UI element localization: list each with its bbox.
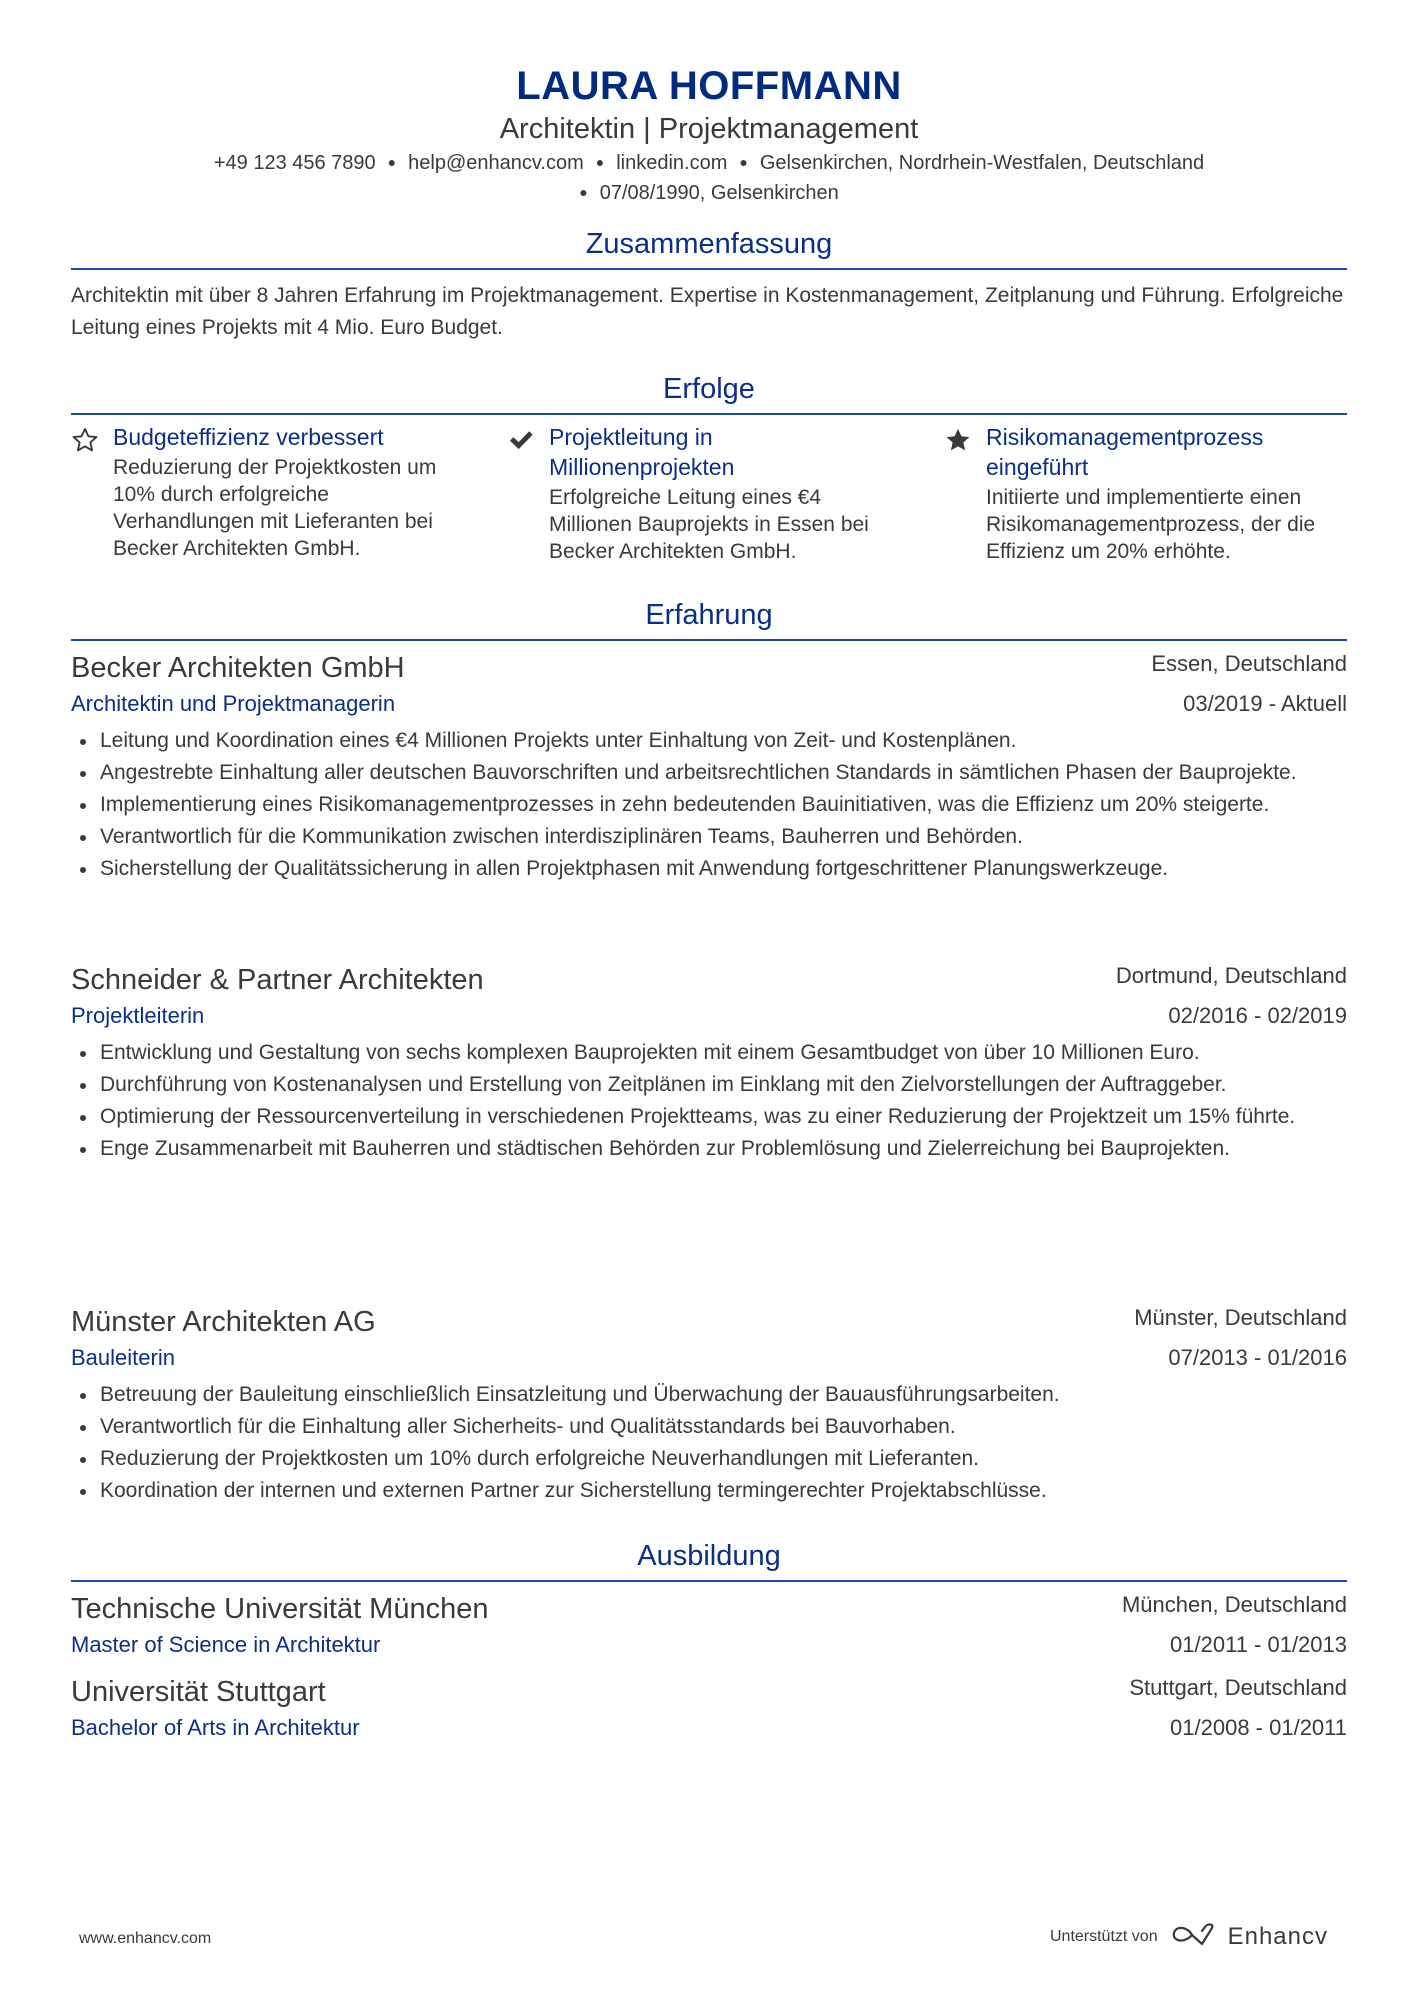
section-divider [71, 268, 1347, 270]
education-entry [71, 1590, 1347, 1662]
bullet-item: Koordination der internen und externen Partner zur Sicherstellung termingerechter Projektabschlüsse. [71, 1475, 1347, 1507]
achievement-title: Projektleitung in Millionenprojekten [549, 424, 735, 480]
education-entry [71, 1673, 1347, 1745]
achievement-title: Risikomanagementprozess eingeführt [986, 424, 1264, 480]
achievement-item [507, 422, 927, 565]
job-title: Projektleiterin [71, 1003, 205, 1028]
bullet-list [71, 1037, 1347, 1165]
job-dates: 02/2016 - 02/2019 [1168, 1003, 1347, 1028]
job-title: Architektin und Projektmanagerin [71, 691, 396, 716]
company-name: Münster Architekten AG [71, 1306, 376, 1338]
candidate-headline: Architektin | Projektmanagement [499, 113, 919, 145]
job-location: Essen, Deutschland [1151, 651, 1347, 676]
bullet-item: Reduzierung der Projektkosten um 10% durch erfolgreiche Neuverhandlungen mit Lieferanten. [71, 1443, 1347, 1475]
bullet-item: Betreuung der Bauleitung einschließlich Einsatzleitung und Überwachung der Bauausführungsarbeiten. [71, 1379, 1347, 1411]
bullet-item: Entwicklung und Gestaltung von sechs komplexen Bauprojekten mit einem Gesamtbudget von über 10 Millionen Euro. [71, 1037, 1347, 1069]
separator-dot: ● [595, 154, 605, 170]
bullet-item: Sicherstellung der Qualitätssicherung in allen Projektphasen mit Anwendung fortgeschrittener Planungswerkzeuge. [71, 853, 1347, 885]
section-title-achievements: Erfolge [663, 373, 755, 405]
job-location: Dortmund, Deutschland [1115, 963, 1347, 988]
star-outline-icon [71, 426, 99, 454]
separator-dot: ● [739, 154, 748, 170]
footer-branding[interactable] [1050, 1922, 1328, 1952]
achievement-description: Erfolgreiche Leitung eines €4 Millionen Bauprojekts in Essen bei Becker Architekten GmbH. [549, 486, 869, 563]
school-location: Stuttgart, Deutschland [1129, 1675, 1347, 1700]
bullet-list [71, 1379, 1347, 1507]
job-location: Münster, Deutschland [1134, 1305, 1347, 1330]
bullet-item: Angestrebte Einhaltung aller deutschen Bauvorschriften und arbeitsrechtlichen Standards in sämtlichen Phasen der Bauprojekte. [71, 757, 1347, 789]
enhancv-logo-icon [1170, 1922, 1216, 1953]
phone: +49 123 456 7890 [213, 152, 376, 174]
birth-info: 07/08/1990, Gelsenkirchen [599, 182, 839, 204]
bullet-item: Verantwortlich für die Kommunikation zwischen interdisziplinären Teams, Bauherren und Behörden. [71, 821, 1347, 853]
school-name: Technische Universität München [71, 1593, 489, 1625]
brand-name: Enhancv [1227, 1923, 1328, 1950]
job-title: Bauleiterin [71, 1345, 175, 1370]
achievement-description: Reduzierung der Projektkosten um 10% durch erfolgreiche Verhandlungen mit Lieferanten bei Becker Architekten GmbH. [113, 456, 437, 560]
job-dates: 03/2019 - Aktuell [1183, 691, 1347, 716]
achievement-item [944, 422, 1364, 565]
summary-text: Architektin mit über 8 Jahren Erfahrung im Projektmanagement. Expertise in Kostenmanagement, Zeitplanung und Führung. Erfolgreiche Leitung eines Projekts mit 4 Mio. Euro Budget. [71, 284, 1344, 339]
email-link[interactable]: help@enhancv.com [408, 152, 584, 174]
section-divider [71, 413, 1347, 415]
linkedin-link[interactable]: linkedin.com [616, 152, 728, 174]
bullet-item: Durchführung von Kostenanalysen und Erstellung von Zeitplänen im Einklang mit den Zielvorstellungen der Auftraggeber. [71, 1069, 1347, 1101]
school-location: München, Deutschland [1121, 1592, 1347, 1617]
school-name: Universität Stuttgart [71, 1676, 326, 1708]
experience-entry [71, 1303, 1347, 1507]
achievement-title: Budgeteffizienz verbessert [113, 424, 384, 450]
bullet-list [71, 725, 1347, 885]
achievement-item [71, 422, 491, 562]
checkmark-icon [507, 426, 535, 454]
achievement-description: Initiierte und implementierte einen Risikomanagementprozess, der die Effizienz um 20% erhöhte. [986, 486, 1316, 563]
contact-info [71, 148, 1347, 207]
bullet-item: Implementierung eines Risikomanagementprozesses in zehn bedeutenden Bauinitiativen, was die Effizienz um 20% steigerte. [71, 789, 1347, 821]
education-dates: 01/2008 - 01/2011 [1170, 1715, 1347, 1740]
degree: Master of Science in Architektur [71, 1632, 381, 1657]
bullet-item: Optimierung der Ressourcenverteilung in verschiedenen Projektteams, was zu einer Reduzierung der Projektzeit um 15% führte. [71, 1101, 1347, 1133]
bullet-item: Verantwortlich für die Einhaltung aller Sicherheits- und Qualitätsstandards bei Bauvorhaben. [71, 1411, 1347, 1443]
separator-dot: ● [387, 154, 397, 170]
degree: Bachelor of Arts in Architektur [71, 1715, 360, 1740]
experience-entry [71, 649, 1347, 885]
footer-website-link[interactable]: www.enhancv.com [79, 1930, 212, 1947]
candidate-name: LAURA HOFFMANN [516, 64, 902, 108]
powered-by-label: Unterstützt von [1049, 1928, 1158, 1945]
section-divider [71, 1580, 1347, 1582]
section-title-experience: Erfahrung [645, 599, 773, 631]
section-divider [71, 639, 1347, 641]
bullet-item: Leitung und Koordination eines €4 Millionen Projekts unter Einhaltung von Zeit- und Kostenplänen. [71, 725, 1347, 757]
section-title-education: Ausbildung [637, 1540, 781, 1572]
separator-dot: ● [579, 184, 588, 200]
job-dates: 07/2013 - 01/2016 [1168, 1345, 1347, 1370]
company-name: Becker Architekten GmbH [71, 652, 405, 684]
company-name: Schneider & Partner Architekten [71, 964, 484, 996]
bullet-item: Enge Zusammenarbeit mit Bauherren und städtischen Behörden zur Problemlösung und Zielerreichung bei Bauprojekten. [71, 1133, 1347, 1165]
education-dates: 01/2011 - 01/2013 [1170, 1632, 1347, 1657]
section-title-summary: Zusammenfassung [585, 228, 833, 260]
star-filled-icon [944, 426, 972, 454]
location: Gelsenkirchen, Nordrhein-Westfalen, Deutschland [759, 152, 1205, 174]
experience-entry [71, 961, 1347, 1165]
